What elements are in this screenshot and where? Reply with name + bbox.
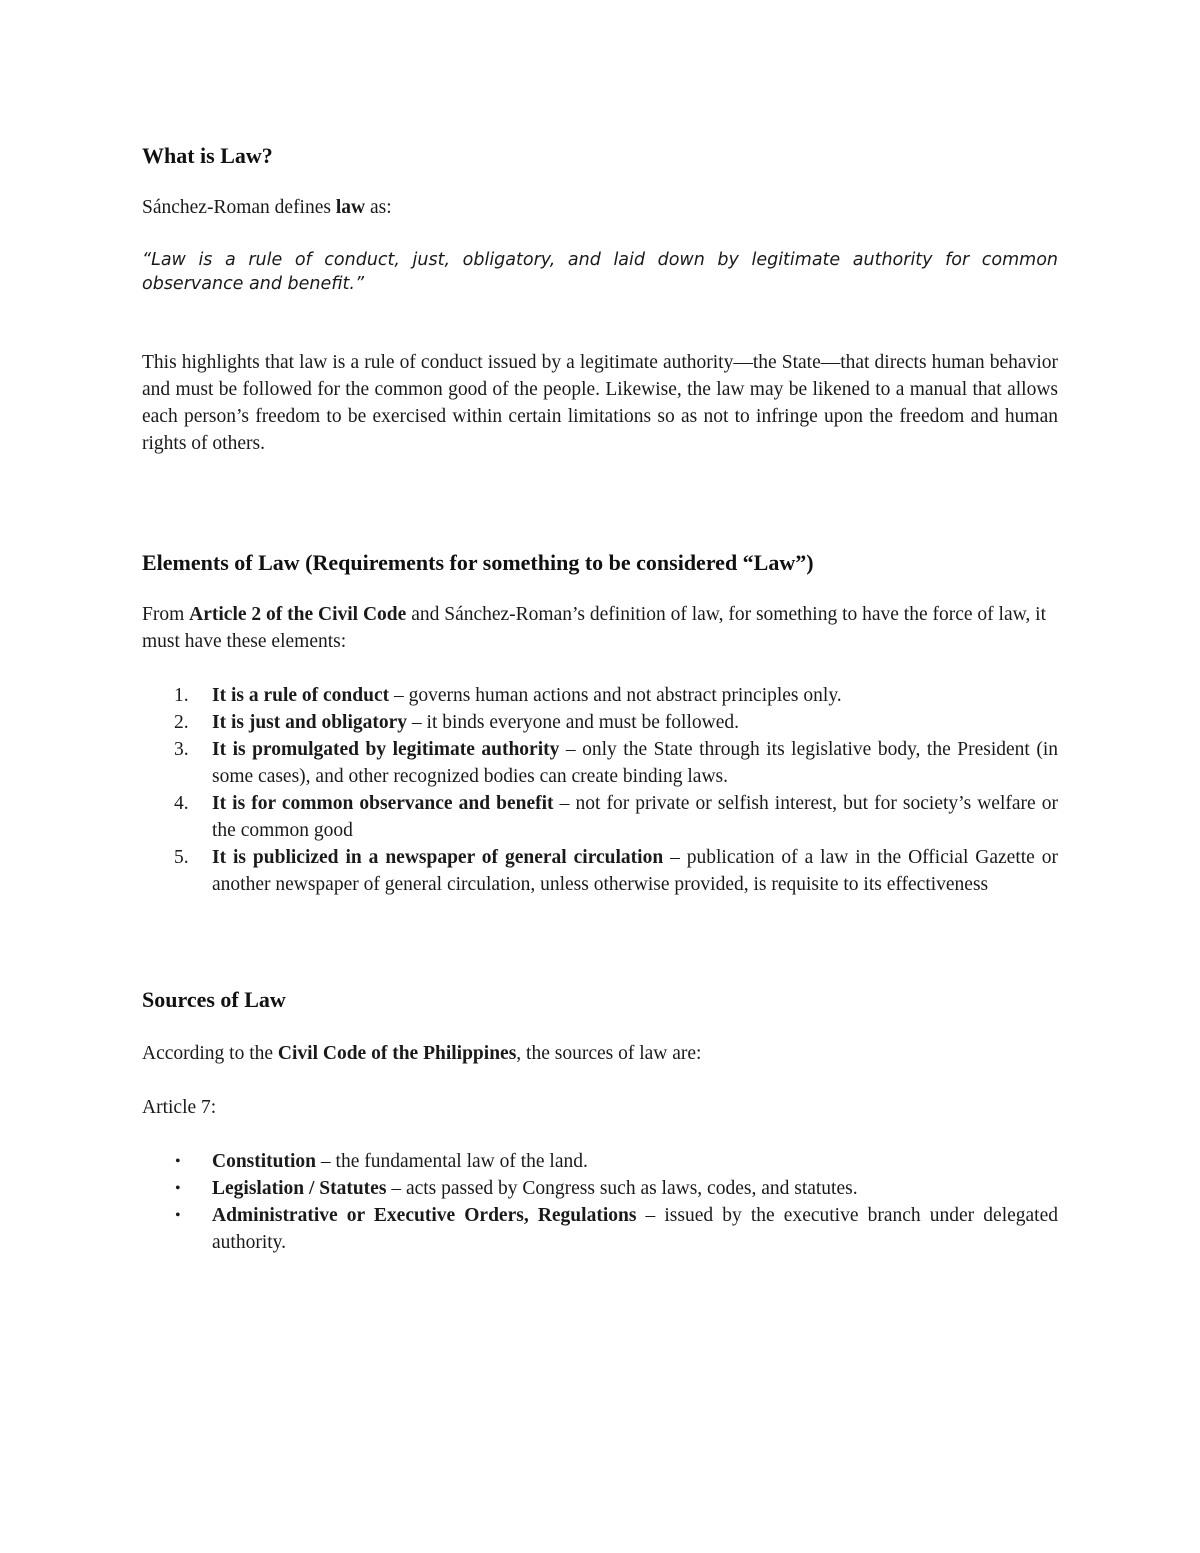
sources-intro-bold: Civil Code of the Philippines	[277, 1043, 517, 1064]
list-item-bold: It is just and obligatory	[212, 712, 408, 733]
list-item-text: – it binds everyone and must be followed.	[407, 712, 740, 733]
elements-intro-suffix: and Sánchez-Roman’s definition of law, for something to have the force of law, it must have these elements:	[142, 604, 1047, 652]
list-item-text: – issued by the executive branch under delegated authority.	[212, 1205, 1058, 1253]
heading-elements-of-law: Elements of Law (Requirements for something to be considered “Law”)	[142, 550, 814, 575]
list-item-number: 5.	[174, 847, 189, 868]
elements-intro-bold: Article 2 of the Civil Code	[189, 604, 407, 625]
definition-intro-suffix: as:	[365, 197, 392, 218]
elements-list-item	[142, 682, 1058, 709]
document-content	[142, 142, 1058, 1256]
list-item-bold: It is promulgated by legitimate authority	[212, 739, 560, 760]
elements-list-item	[142, 709, 1058, 736]
definition-intro-bold: law	[335, 197, 366, 218]
list-item-bold: Legislation / Statutes	[212, 1178, 387, 1199]
sources-intro-suffix: , the sources of law are:	[516, 1043, 702, 1064]
definition-intro-prefix: Sánchez-Roman defines	[142, 197, 336, 218]
list-item-bold: Administrative or Executive Orders, Regulations	[212, 1205, 637, 1226]
list-item-bold: Constitution	[212, 1151, 317, 1172]
sources-list-item	[142, 1175, 1058, 1202]
sources-intro	[142, 1040, 1058, 1067]
bullet-icon: •	[175, 1207, 181, 1224]
list-item-text: – not for private or selfish interest, but for society’s welfare or the common good	[212, 793, 1058, 841]
list-item-bold: It is publicized in a newspaper of general circulation	[212, 847, 664, 868]
elements-list-item	[142, 736, 1058, 790]
list-item-text: – only the State through its legislative body, the President (in some cases), and other recognized bodies can create binding laws.	[212, 739, 1058, 787]
list-item-number: 1.	[174, 685, 189, 706]
list-item-text: – governs human actions and not abstract principles only.	[389, 685, 842, 706]
elements-list-item	[142, 844, 1058, 898]
sources-list-item	[142, 1202, 1058, 1256]
heading-sources-of-law: Sources of Law	[142, 987, 286, 1012]
law-definition-quote: “Law is a rule of conduct, just, obligatory, and laid down by legitimate authority for common observance and benefit.”	[142, 250, 1058, 294]
elements-list-item	[142, 790, 1058, 844]
law-explanation-paragraph: This highlights that law is a rule of conduct issued by a legitimate authority—the State—that directs human behavior and must be followed for the common good of the people. Likewise, the law may be likened to a manual that allows each person’s freedom to be exercised within certain limitations so as not to infringe upon the freedom and human rights of others.	[142, 352, 1058, 454]
elements-intro-prefix: From	[142, 604, 190, 625]
definition-intro	[142, 194, 1058, 221]
list-item-number: 3.	[174, 739, 189, 760]
elements-intro	[142, 601, 1058, 655]
elements-list	[142, 682, 1058, 898]
bullet-icon: •	[175, 1153, 181, 1170]
sources-intro-prefix: According to the	[142, 1043, 278, 1064]
heading-what-is-law: What is Law?	[142, 143, 273, 168]
article-label: Article 7:	[142, 1097, 217, 1118]
list-item-bold: It is for common observance and benefit	[212, 793, 554, 814]
list-item-number: 2.	[174, 712, 189, 733]
list-item-number: 4.	[174, 793, 189, 814]
list-item-text: – acts passed by Congress such as laws, codes, and statutes.	[386, 1178, 858, 1199]
sources-list	[142, 1148, 1058, 1256]
list-item-text: – the fundamental law of the land.	[316, 1151, 588, 1172]
sources-list-item	[142, 1148, 1058, 1175]
bullet-icon: •	[175, 1180, 181, 1197]
list-item-bold: It is a rule of conduct	[212, 685, 390, 706]
list-item-text: – publication of a law in the Official Gazette or another newspaper of general circulation, unless otherwise provided, is requisite to its effectiveness	[212, 847, 1058, 895]
